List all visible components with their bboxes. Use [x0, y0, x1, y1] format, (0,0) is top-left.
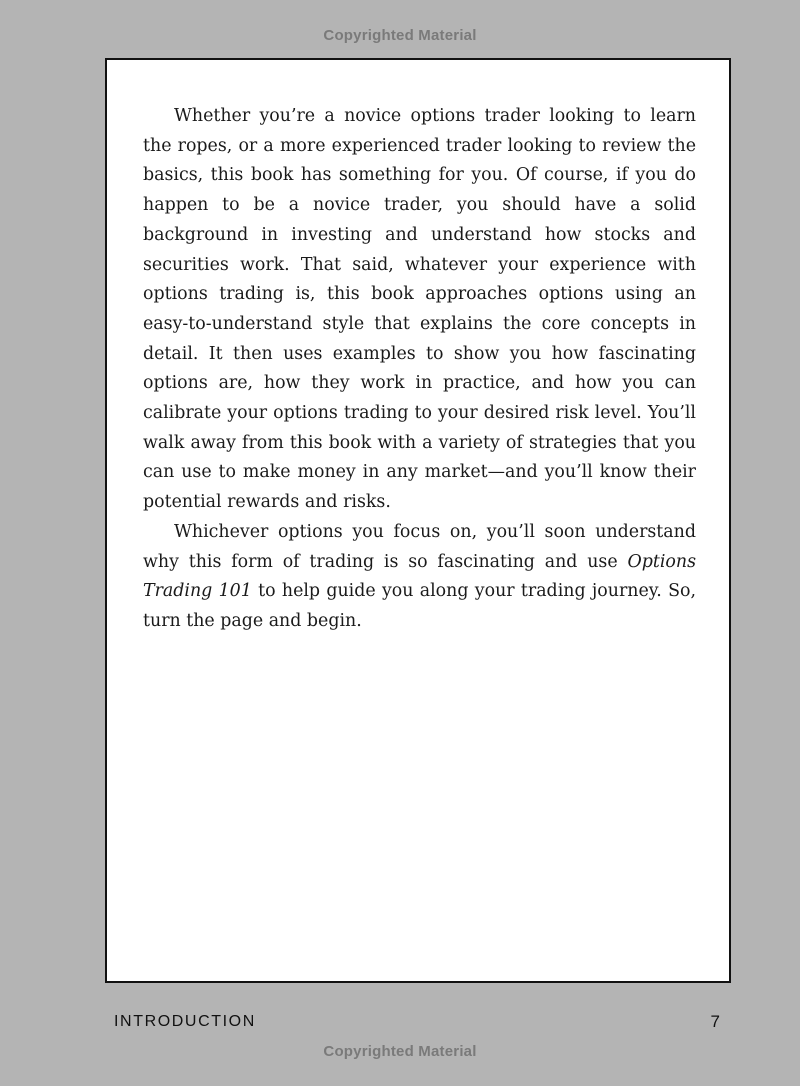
- page-body-text: [143, 102, 696, 637]
- body-paragraph-2: [143, 518, 696, 637]
- copyright-watermark-bottom: Copyrighted Material: [323, 1043, 477, 1060]
- page-number: 7: [710, 1012, 720, 1031]
- paragraph-2-text-after: to help guide you along your trading journey. So, turn the page and begin.: [143, 581, 697, 631]
- paragraph-2-text-before: Whichever options you focus on, you’ll soon understand why this form of trading is so fascinating and use: [143, 521, 696, 572]
- body-paragraph-1: Whether you’re a novice options trader looking to learn the ropes, or a more experienced trader looking to review the basics, this book has something for you. Of course, if you do happen to be a novice trader, you should have a solid background in investing and understand how stocks and securities work. That said, whatever your experience with options trading is, this book approaches options using an easy-to-understand style that explains the core concepts in detail. It then uses examples to show you how fascinating options are, how they work in practice, and how you can calibrate your options trading to your desired risk level. You’ll walk away from this book with a variety of strategies that you can use to make money in any market—and you’ll know their potential rewards and risks.: [143, 106, 696, 513]
- running-footer-section: INTRODUCTION: [114, 1013, 256, 1030]
- copyright-watermark-top: Copyrighted Material: [323, 27, 477, 44]
- book-title-italic: Options Trading 101: [143, 551, 696, 602]
- book-page: [105, 58, 731, 983]
